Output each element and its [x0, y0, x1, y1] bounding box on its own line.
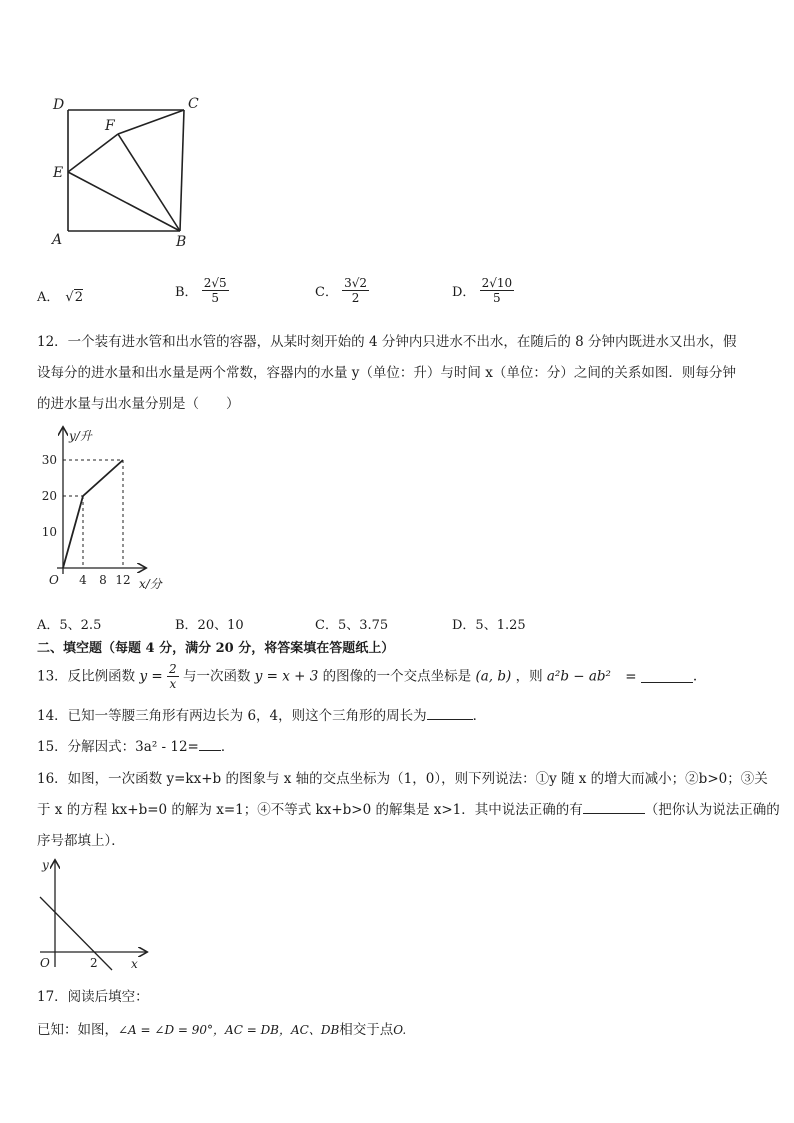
series-line — [63, 460, 123, 568]
q12-line-1: 12．一个装有进水管和出水管的容器，从某时刻开始的 4 分钟内只进水不出水，在随后的 8 分钟内既进水又出水，假 — [37, 334, 737, 350]
option-label: B． — [175, 285, 198, 300]
option-label: A． — [37, 290, 60, 305]
q11-option-c[interactable] — [315, 276, 369, 305]
q13-mid: 与一次函数 — [182, 668, 251, 685]
q13-mid3: ，则 — [515, 668, 543, 685]
q13-equals: = — [625, 668, 637, 685]
origin-label: O — [49, 573, 59, 587]
q16-line-2: 于 x 的方程 kx+b=0 的解为 x=1；④不等式 kx+b>0 的解集是 x>1．其中说法正确的有 （把你认为说法正确的 — [37, 802, 780, 818]
q17-line-2: 已知：如图，∠A = ∠D = 90°，AC = DB，AC、DB相交于点O. — [37, 1022, 407, 1038]
q14-answer-blank[interactable] — [427, 707, 473, 720]
q17-math: ∠A = ∠D = 90°，AC = DB，AC、DB — [118, 1023, 340, 1037]
linear-function-graph — [34, 855, 154, 975]
q15-text: 15．分解因式：3a² - 12= — [37, 739, 199, 755]
label-b: B — [176, 234, 187, 250]
q13-linear: y = x + 3 — [254, 668, 319, 685]
y-axis-label: y — [42, 858, 49, 872]
x-tick-label: 12 — [115, 573, 131, 587]
x-axis-label: x/分 — [139, 577, 162, 591]
q12-option-a[interactable]: A．5、2.5 — [37, 618, 102, 633]
q12-option-d[interactable]: D．5、1.25 — [452, 618, 526, 633]
y-tick-label: 20 — [41, 489, 57, 503]
y-tick-label: 10 — [41, 525, 57, 539]
q12-option-b[interactable]: B．20、10 — [175, 618, 244, 633]
option-label: C． — [315, 285, 338, 300]
q13-y-eq: y = — [139, 668, 163, 685]
q13-answer-blank[interactable] — [641, 670, 693, 683]
q15: 15．分解因式：3a² - 12= ． — [37, 739, 235, 755]
q13: 13．反比例函数 y = $\frac{2}{x}$ 与一次函数 y = x + 3 的图像的一个交点坐标是 (a, b) ，则 a²b − ab² = . — [37, 662, 698, 691]
label-e: E — [53, 165, 64, 181]
q16-answer-blank[interactable] — [583, 801, 645, 814]
y-tick-label: 30 — [41, 453, 57, 467]
q12-option-c[interactable]: C．5、3.75 — [315, 618, 389, 633]
q16-line-3: 序号都填上）． — [37, 833, 125, 849]
label-d: D — [53, 97, 65, 113]
tick-label: 2 — [90, 956, 98, 970]
q13-mid2: 的图像的一个交点坐标是 — [322, 668, 472, 685]
q15-answer-blank[interactable] — [199, 738, 221, 751]
q11-option-b[interactable] — [175, 276, 229, 305]
q14-text: 14．已知一等腰三角形有两边长为 6，4，则这个三角形的周长为 — [37, 708, 427, 724]
y-axis-label: y/升 — [69, 429, 92, 443]
function-line — [40, 897, 112, 970]
label-c: C — [188, 96, 199, 112]
x-axis-label: x — [131, 957, 138, 971]
q13-fraction: $\frac{2}{x}$ — [169, 662, 177, 691]
q13-prefix: 13．反比例函数 — [37, 668, 136, 685]
water-volume-chart — [36, 422, 186, 592]
square-geometry-figure — [48, 92, 218, 252]
fraction: $\frac{2√5}{5}$ — [203, 276, 227, 305]
fraction: $\frac{3√2}{2}$ — [344, 276, 368, 305]
q11-option-d[interactable] — [452, 276, 514, 305]
x-tick-label: 8 — [99, 573, 107, 587]
label-a: A — [52, 232, 63, 248]
q16-line-1: 16．如图，一次函数 y=kx+b 的图象与 x 轴的交点坐标为（1，0），则下列说法：①y 随 x 的增大而减小；②b>0；③关 — [37, 771, 768, 787]
q11-option-a[interactable]: A． √2 — [37, 290, 83, 305]
fraction: $\frac{2√10}{5}$ — [481, 276, 513, 305]
label-f: F — [105, 118, 115, 134]
q17-line-1: 17．阅读后填空： — [37, 989, 149, 1005]
origin-label: O — [40, 956, 50, 970]
sqrt-value: 2 — [74, 290, 83, 305]
q12-line-3: 的进水量与出水量分别是（ ） — [37, 396, 240, 412]
option-label: D． — [452, 285, 476, 300]
q14: 14．已知一等腰三角形有两边长为 6，4，则这个三角形的周长为 ． — [37, 708, 487, 724]
section-heading: 二、填空题（每题 4 分，满分 20 分，将答案填在答题纸上） — [37, 641, 395, 656]
q13-point: (a, b) — [475, 668, 512, 685]
x-tick-label: 4 — [79, 573, 87, 587]
q12-line-2: 设每分的进水量和出水量是两个常数，容器内的水量 y（单位：升）与时间 x（单位：分）之间的关系如图．则每分钟 — [37, 365, 736, 381]
q13-expr: a²b − ab² — [546, 668, 611, 685]
